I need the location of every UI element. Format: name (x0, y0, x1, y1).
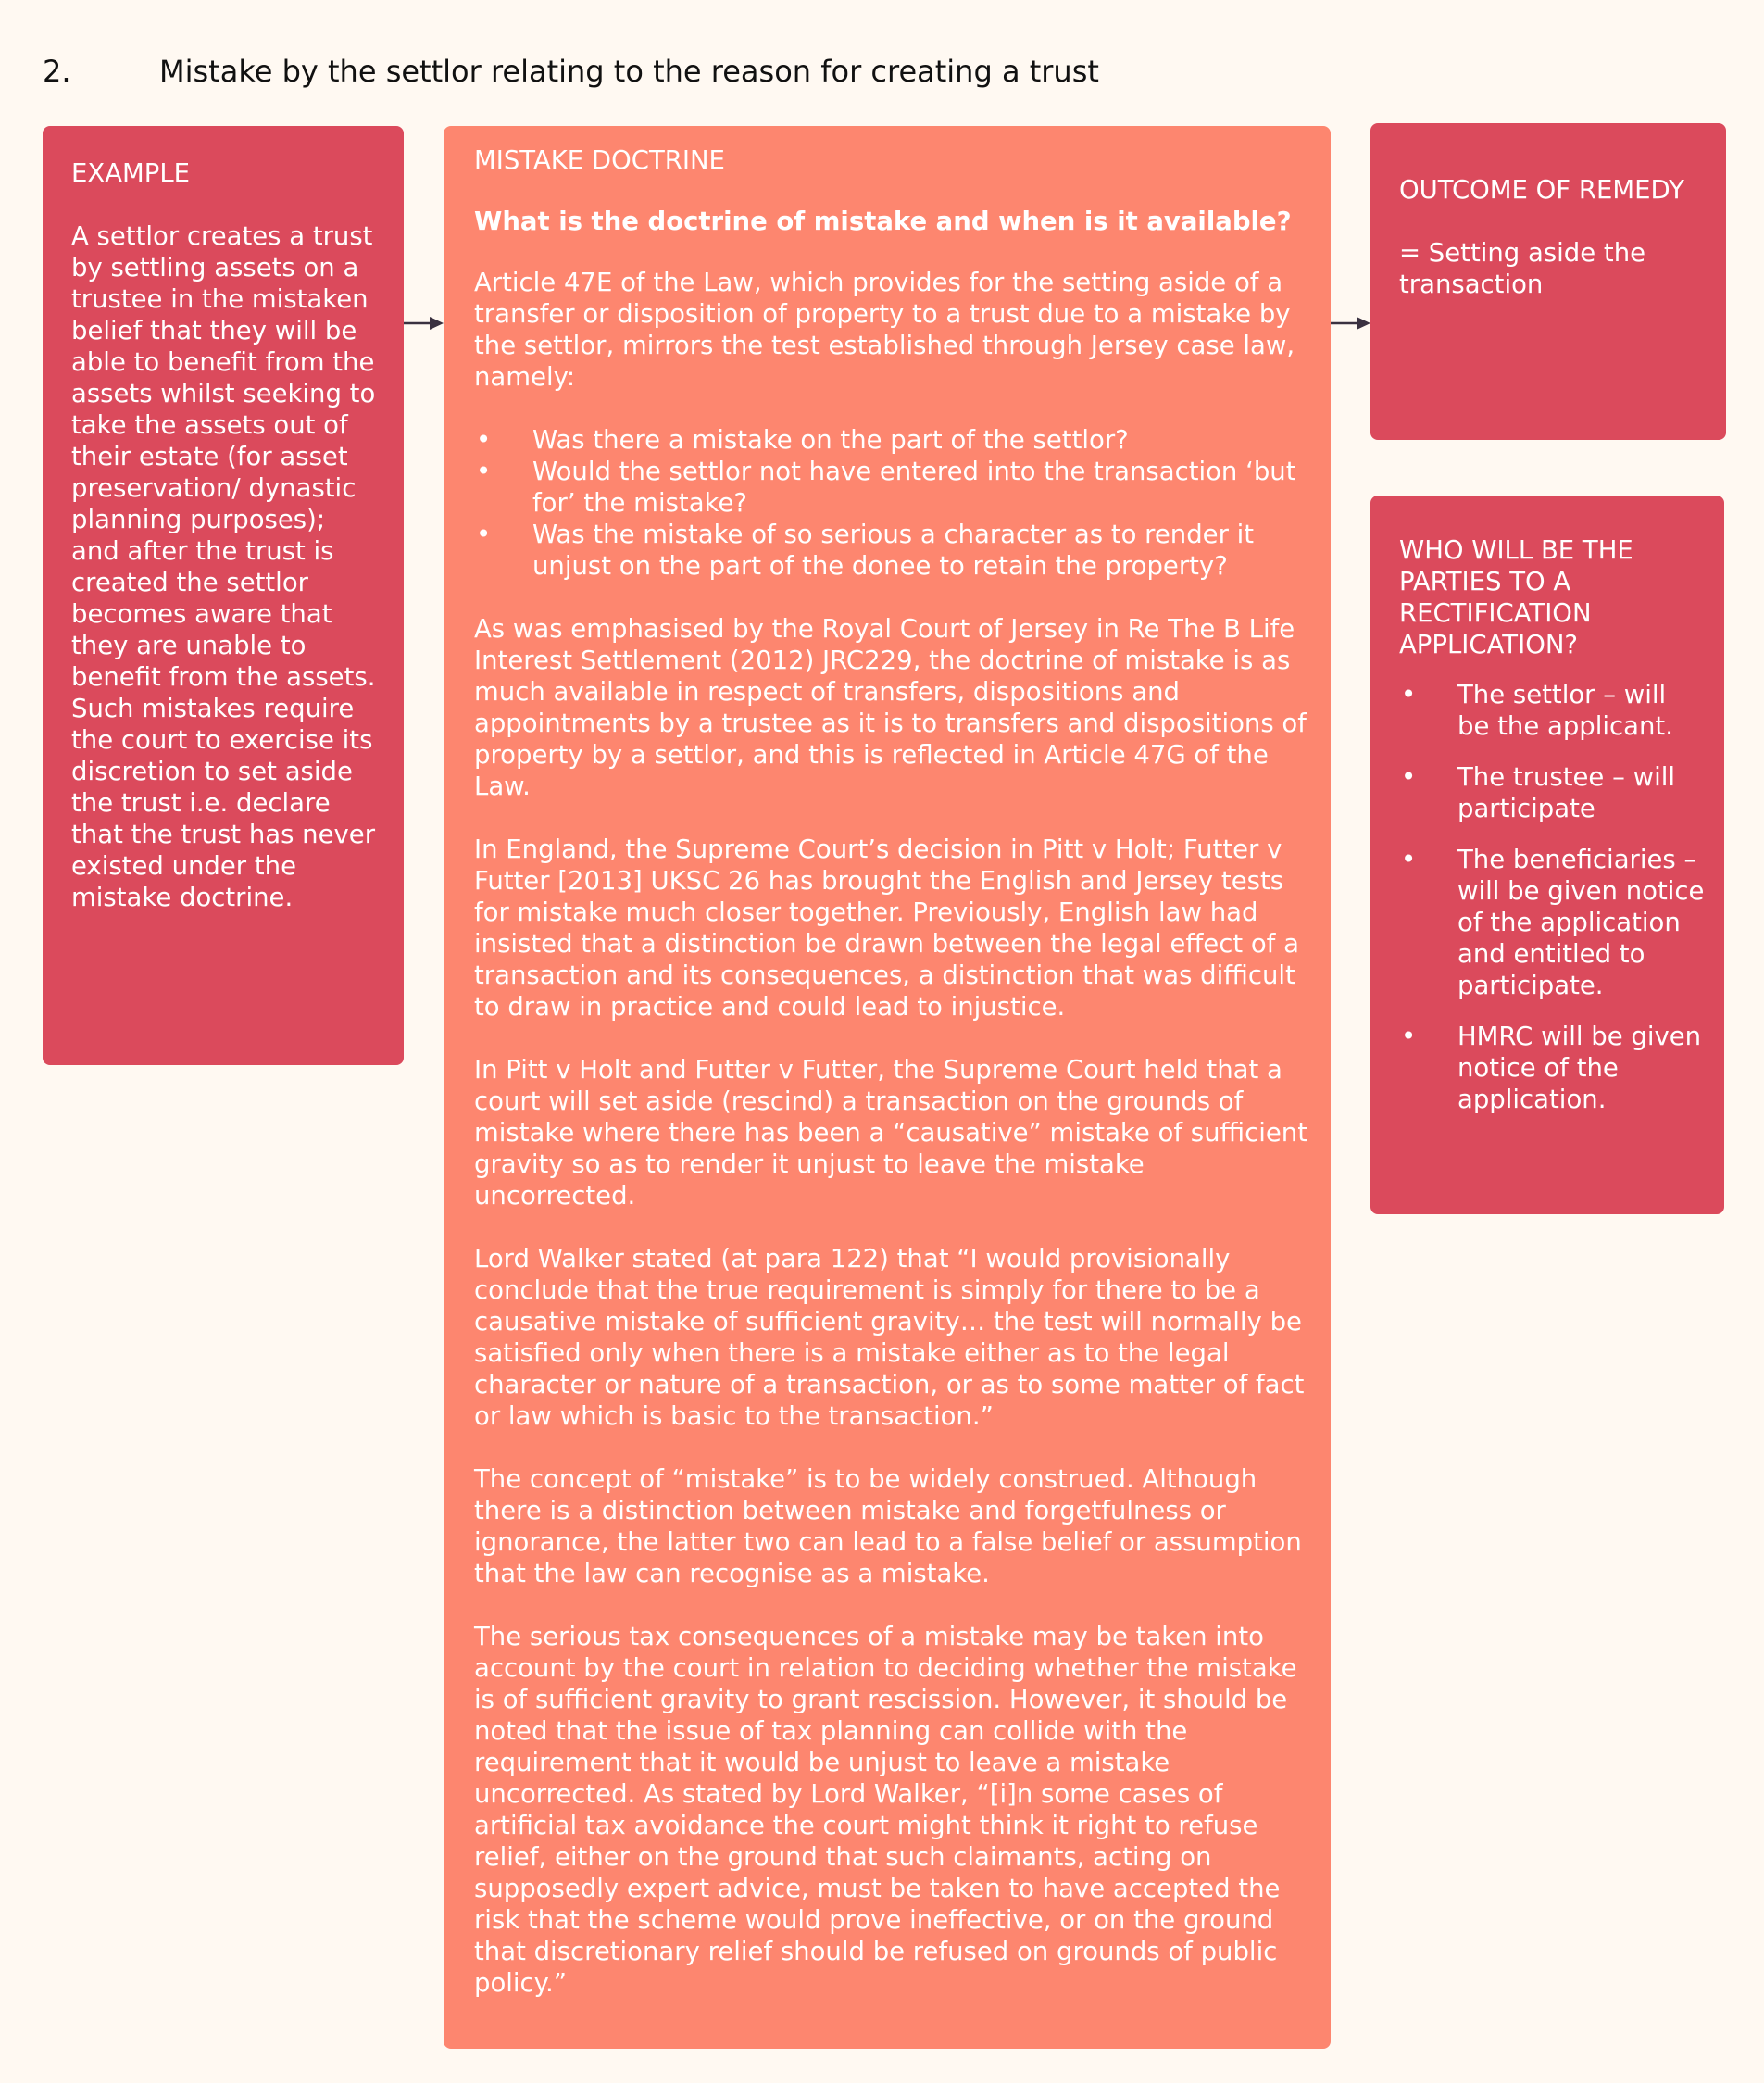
outcome-box (1370, 123, 1726, 440)
example-box (43, 126, 404, 1065)
parties-item: • The trustee – will participate (1399, 761, 1706, 824)
doctrine-question: What is the doctrine of mistake and when is it available? (474, 207, 1292, 236)
heading-number: 2. (43, 54, 71, 89)
doctrine-paragraph: In Pitt v Holt and Futter v Futter, the Supreme Court held that a court will set aside (rescind) a transaction on the grounds of mistake where there has been a “causative” mistake of sufficient gravity so as to render it unjust to leave the mistake uncorrected. (474, 1055, 1308, 1211)
doctrine-paragraph: The serious tax consequences of a mistake may be taken into account by the court in relation to deciding whether the mistake is of sufficient gravity to grant rescission. However, it should be noted that the issue of tax planning can collide with the requirement that it would be unjust to leave a mistake uncorrected. As stated by Lord Walker, “[i]n some cases of artificial tax avoidance the court might think it right to refuse relief, either on the ground that such claimants, acting on supposedly expert advice, must be taken to have accepted the risk that the scheme would prove ineffective, or on the ground that discretionary relief should be refused on grounds of public policy.” (474, 1622, 1297, 1998)
parties-item: • HMRC will be given notice of the application. (1399, 1021, 1706, 1115)
doctrine-paragraph: In England, the Supreme Court’s decision in Pitt v Holt; Futter v Futter [2013] UKSC 26 has brought the English and Jersey tests for mistake much closer together. Previously, English law had insisted that a distinction be drawn between the legal effect of a transaction and its consequences, a distinction that was difficult to draw in practice and could lead to injustice. (474, 834, 1299, 1022)
outcome-title: OUTCOME OF REMEDY (1399, 175, 1684, 205)
doctrine-paragraph: As was emphasised by the Royal Court of Jersey in Re The B Life Interest Settlement (2012) JRC229, the doctrine of mistake is as much available in respect of transfers, dispositions and appointments by a trustee as it is to transfers and dispositions of property by a settlor, and this is reflected in Article 47G of the Law. (474, 614, 1307, 801)
arrow-example-to-doctrine (404, 314, 444, 333)
doctrine-paragraph: Lord Walker stated (at para 122) that “I would provisionally conclude that the true requirement is simply for there to be a causative mistake of sufficient gravity… the test will normally be satisfied only when there is a mistake either as to the legal character or nature of a transaction, or as to some matter of fact or law which is basic to the transaction.” (474, 1244, 1305, 1431)
doctrine-paragraph: The concept of “mistake” is to be widely construed. Although there is a distinction between mistake and forgetfulness or ignorance, the latter two can lead to a false belief or assumption that the law can recognise as a mistake. (474, 1464, 1302, 1588)
doctrine-tests-list (474, 424, 1312, 582)
parties-item: • The settlor – will be the applicant. (1399, 679, 1706, 742)
heading-title: Mistake by the settlor relating to the reason for creating a trust (159, 54, 1099, 89)
parties-box (1370, 496, 1724, 1214)
doctrine-test-item: • Was there a mistake on the part of the settlor? (474, 424, 1312, 456)
outcome-body: = Setting aside the transaction (1399, 238, 1646, 299)
arrow-doctrine-to-outcome (1331, 314, 1371, 333)
doctrine-test-item: • Was the mistake of so serious a character as to render it unjust on the part of the donee to retain the property? (474, 519, 1312, 582)
example-body: A settlor creates a trust by settling assets on a trustee in the mistaken belief that they will be able to benefit from the assets whilst seeking to take the assets out of their estate (for asset preservation/ dynastic planning purposes); and after the trust is created the settlor becomes aware that they are unable to benefit from the assets. Such mistakes require the court to exercise its discretion to set aside the trust i.e. declare that the trust has never existed under the mistake doctrine. (71, 221, 376, 912)
doctrine-box (444, 126, 1331, 2049)
doctrine-test-item: • Would the settlor not have entered into the transaction ‘but for’ the mistake? (474, 456, 1312, 519)
example-title: EXAMPLE (71, 158, 191, 188)
parties-title: WHO WILL BE THE PARTIES TO A RECTIFICATION APPLICATION? (1399, 535, 1633, 659)
parties-list (1399, 679, 1706, 1115)
page-heading (43, 48, 1709, 94)
parties-item: • The beneficiaries – will be given notice of the application and entitled to participate. (1399, 844, 1706, 1001)
doctrine-intro: Article 47E of the Law, which provides for the setting aside of a transfer or disposition of property to a trust due to a mistake by the settlor, mirrors the test established through Jersey case law, namely: (474, 268, 1295, 392)
doctrine-title: MISTAKE DOCTRINE (474, 145, 725, 175)
